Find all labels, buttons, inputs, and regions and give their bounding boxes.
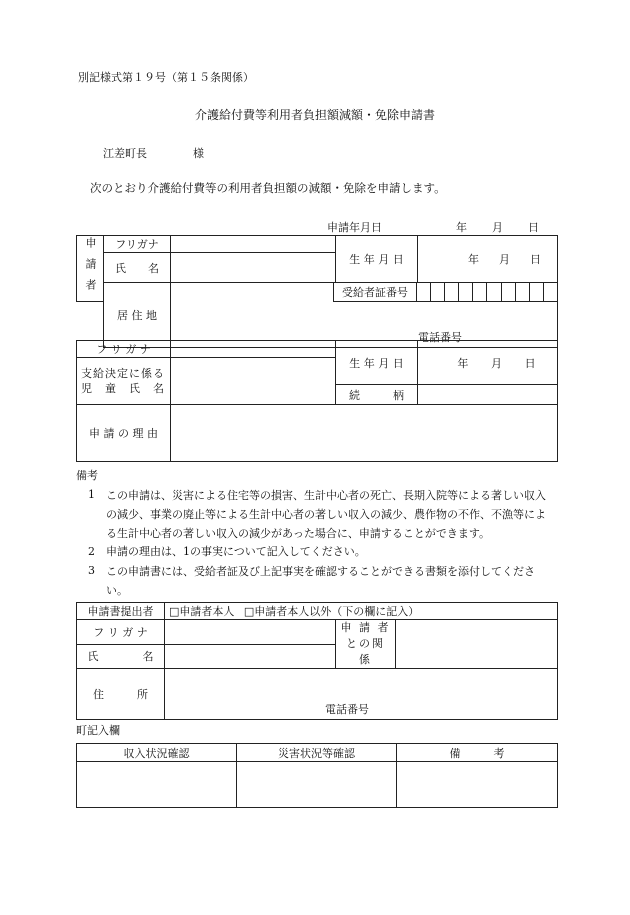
child-birth-day: 日 (524, 356, 536, 370)
birth-year: 年 (468, 253, 479, 266)
addressee: 江差町長 (103, 147, 147, 160)
remarks-header: 備 考 (397, 744, 558, 762)
name-field[interactable] (171, 253, 336, 283)
applicant-side-label: 申請者 (77, 236, 104, 302)
note-3-number: 3 (88, 564, 95, 577)
child-furigana-label: フ リ ガ ナ (77, 341, 171, 358)
submitter-address-field[interactable] (165, 669, 558, 720)
town-entry-heading: 町記入欄 (76, 724, 120, 737)
submitter-name-label: 氏 名 (77, 644, 165, 669)
notes-heading: 備考 (76, 469, 98, 482)
income-check-header: 収入状況確認 (77, 744, 237, 762)
remarks-field[interactable] (397, 762, 558, 808)
submitter-label: 申請書提出者 (77, 603, 165, 620)
app-year: 年 (456, 221, 467, 234)
submitter-furigana-label: フ リ ガ ナ (77, 620, 165, 645)
birth-field[interactable] (418, 236, 558, 283)
phone-label: 電話番号 (418, 331, 462, 344)
note-1-number: 1 (88, 488, 95, 501)
form-number: 別記様式第１９号（第１５条関係） (78, 71, 254, 84)
child-birth-month: 月 (490, 356, 502, 370)
submitter-table (76, 602, 558, 720)
furigana-field[interactable] (171, 236, 336, 253)
disaster-check-field[interactable] (237, 762, 397, 808)
honorific: 様 (193, 147, 204, 160)
child-furigana-field[interactable] (171, 341, 336, 358)
birth-label: 生 年 月 日 (336, 236, 418, 283)
submitter-furigana-field[interactable] (165, 620, 336, 645)
option-other-checkbox[interactable]: □申請者本人以外（下の欄に記入） (243, 605, 420, 618)
relation-field[interactable] (418, 385, 558, 405)
address-label: 居 住 地 (104, 283, 171, 348)
child-name-label: 支給決定に係る児 童 氏 名 (77, 358, 171, 405)
child-birth-year: 年 (457, 356, 469, 370)
submitter-address-label: 住 所 (77, 669, 165, 720)
relation-label: 続 柄 (336, 385, 418, 405)
cert-no-label: 受給者証番号 (333, 283, 416, 302)
furigana-label: フリガナ (104, 236, 171, 253)
note-2-number: 2 (88, 545, 95, 558)
reason-field[interactable] (171, 405, 558, 462)
disaster-check-header: 災害状況等確認 (237, 744, 397, 762)
app-month: 月 (492, 221, 503, 234)
application-date-label: 申請年月日 (327, 221, 382, 234)
child-table (76, 340, 558, 462)
child-name-field[interactable] (171, 358, 336, 405)
note-1: この申請は、災害による住宅等の損害、生計中心者の死亡、長期入院等による著しい収入の減少、事業の廃止等による生計中心者の著しい収入の減少、農作物の不作、不漁等による生計中心者の著しい収入の減少があった場合に、申請することができます。 (106, 489, 546, 540)
note-3: この申請書には、受給者証及び上記事実を確認することができる書類を添付してください。 (106, 565, 535, 597)
option-self-checkbox[interactable]: □申請者本人 (169, 605, 235, 618)
submitter-phone-label: 電話番号 (325, 703, 369, 716)
birth-day: 日 (530, 253, 541, 266)
relation-to-applicant-label: 申 請 者との関係 (336, 620, 396, 669)
address-field[interactable] (171, 283, 558, 348)
reason-label: 申 請 の 理 由 (77, 405, 171, 462)
birth-month: 月 (499, 253, 510, 266)
document-title: 介護給付費等利用者負担額減額・免除申請書 (194, 108, 435, 122)
income-check-field[interactable] (77, 762, 237, 808)
app-day: 日 (528, 221, 539, 234)
note-2: 申請の理由は、1の事実について記入してください。 (106, 545, 366, 558)
child-birth-label: 生 年 月 日 (336, 341, 418, 385)
town-entry-table (76, 743, 558, 808)
applicant-table (76, 235, 558, 348)
cert-no-boxes[interactable] (416, 283, 557, 302)
submitter-options (165, 603, 558, 620)
submitter-name-field[interactable] (165, 644, 336, 669)
relation-to-applicant-field[interactable] (396, 620, 558, 669)
name-label: 氏 名 (104, 253, 171, 283)
child-birth-field[interactable] (418, 341, 558, 385)
intro-text: 次のとおり介護給付費等の利用者負担額の減額・免除を申請します。 (90, 181, 446, 195)
